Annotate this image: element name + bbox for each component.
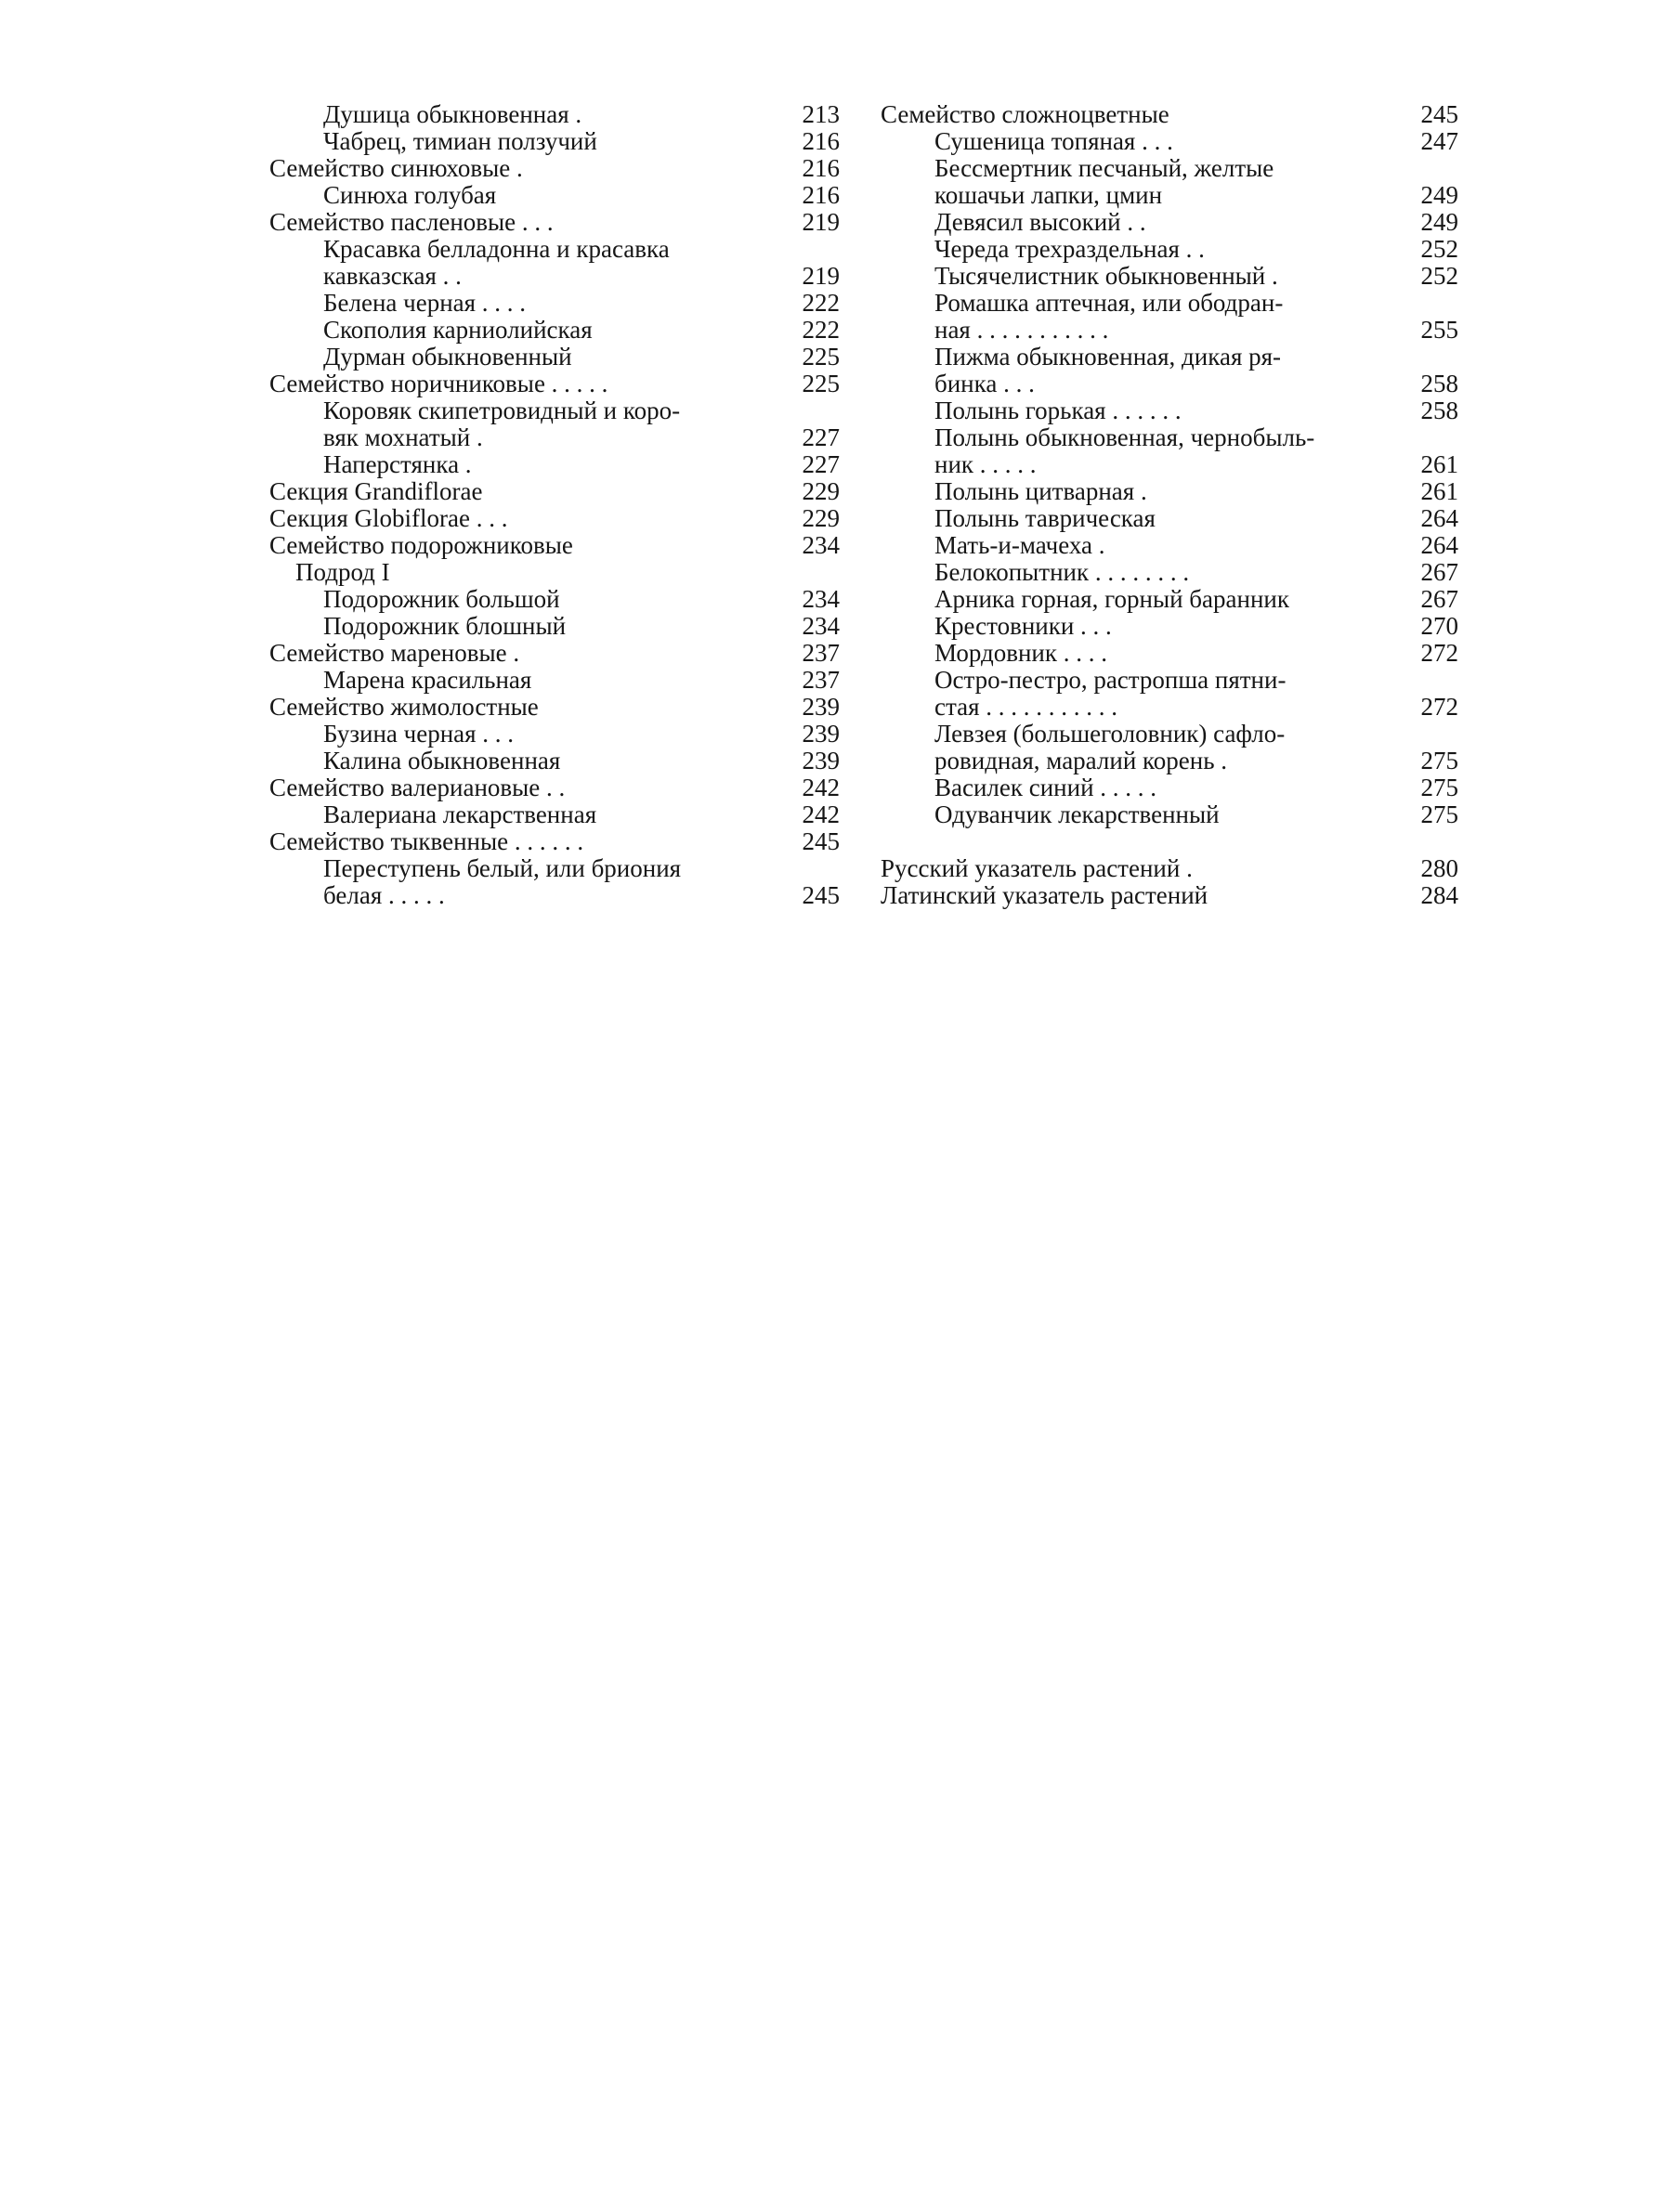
toc-entry-text: Семейство синюховые . [269,154,523,182]
toc-entry [881,559,1458,586]
toc-entry-text: Подорожник блошный [323,612,567,640]
toc-page-number: 242 [802,774,840,801]
toc-page-number: 216 [802,181,840,209]
toc-entry-text: Череда трехраздельная . . [934,235,1205,263]
toc-page-number: 267 [1420,558,1458,586]
toc-page-number: 284 [1420,881,1458,909]
toc-entry [881,236,1458,263]
toc-entry [881,263,1458,290]
toc-entry-text: Семейство подорожниковые [269,531,573,559]
toc-entry-text: Ромашка аптечная, или ободран- [934,289,1284,317]
toc-left-column [269,101,840,909]
toc-page-number: 245 [802,881,840,909]
toc-entry-text: ник . . . . . [934,450,1037,478]
toc-page-number: 234 [802,585,840,613]
toc-entry-text: Белокопытник . . . . . . . . [934,558,1190,586]
toc-page-number: 249 [1420,181,1458,209]
toc-entry-text: стая . . . . . . . . . . . [934,693,1118,721]
toc-entry-text: Семейство тыквенные . . . . . . [269,827,584,855]
toc-entry-text: Семейство жимолостные [269,693,539,721]
toc-entry-text: Русский указатель растений . [881,854,1193,882]
toc-entry [881,505,1458,532]
toc-entry [269,748,840,774]
toc-page-number: 264 [1420,531,1458,559]
toc-entry-text: Мать-и-мачеха . [934,531,1105,559]
toc-page-number: 247 [1420,127,1458,155]
toc-page-number: 249 [1420,208,1458,236]
toc-entry [269,290,840,317]
toc-entry-text: белая . . . . . [323,881,445,909]
toc-page-number: 280 [1420,854,1458,882]
toc-entry-text: Наперстянка . [323,450,472,478]
toc-section-entry [269,532,840,559]
toc-page-number: 222 [802,289,840,317]
toc-entry [269,344,840,371]
toc-entry-text: Латинский указатель растений [881,881,1208,909]
toc-entry-text: Душица обыкновенная . [323,100,582,128]
toc-entry-text: Синюха голубая [323,181,497,209]
toc-entry-text: Семейство пасленовые . . . [269,208,554,236]
toc-entry [269,236,840,290]
toc-entry [881,344,1458,397]
toc-entry-text: Калина обыкновенная [323,747,561,774]
toc-entry-text: Полынь таврическая [934,504,1156,532]
toc-entry-text: Тысячелистник обыкновенный . [934,262,1278,290]
toc-page-number: 245 [802,827,840,855]
toc-page-number: 252 [1420,262,1458,290]
toc-page-number: 258 [1420,370,1458,397]
toc-entry-text: Бузина черная . . . [323,720,515,748]
toc-section-entry [269,505,840,532]
toc-page-number: 237 [802,666,840,694]
toc-entry-text: Сушеница топяная . . . [934,127,1173,155]
toc-entry [269,559,840,586]
toc-page-number: 270 [1420,612,1458,640]
toc-page-number: 225 [802,370,840,397]
toc-section-entry [269,478,840,505]
toc-page-number: 234 [802,612,840,640]
toc-entry [269,451,840,478]
toc-page-number: 219 [802,208,840,236]
toc-entry [269,101,840,128]
toc-page-number: 275 [1420,800,1458,828]
toc-page-number: 229 [802,504,840,532]
toc-entry [881,397,1458,424]
toc-entry-text: Красавка белладонна и красавка [323,235,670,263]
toc-page-number: 239 [802,720,840,748]
toc-entry-text: Полынь обыкновенная, чернобыль- [934,423,1315,451]
toc-section-entry [269,774,840,801]
toc-page-number: 229 [802,477,840,505]
toc-entry [881,586,1458,613]
toc-page-number: 272 [1420,693,1458,721]
toc-entry-text: Остро-пестро, растропша пятни- [934,666,1287,694]
toc-entry-text: кавказская . . [323,262,462,290]
toc-entry-text: Переступень белый, или бриония [323,854,682,882]
toc-page-number: 219 [802,262,840,290]
toc-entry [881,721,1458,774]
toc-entry-text: бинка . . . [934,370,1035,397]
toc-entry-text: Подорожник большой [323,585,560,613]
toc-entry-text: Семейство норичниковые . . . . . [269,370,608,397]
toc-entry [881,209,1458,236]
toc-entry [269,613,840,640]
toc-entry [881,478,1458,505]
toc-entry [269,721,840,748]
toc-page-number: 245 [1420,100,1458,128]
toc-page-number: 272 [1420,639,1458,667]
toc-entry [881,640,1458,667]
toc-entry [269,128,840,155]
toc-section-entry [269,371,840,397]
toc-entry-text: Белена черная . . . . [323,289,527,317]
toc-entry [269,182,840,209]
toc-entry-text: Бессмертник песчаный, желтые [934,154,1274,182]
toc-page-number: 222 [802,316,840,344]
toc-page-number: 275 [1420,774,1458,801]
toc-entry-text: ровидная, маралий корень . [934,747,1228,774]
toc-entry [881,290,1458,344]
toc-page-number: 216 [802,127,840,155]
toc-page-number: 216 [802,154,840,182]
toc-entry [881,774,1458,801]
toc-entry-text: Крестовники . . . [934,612,1112,640]
toc-entry [269,586,840,613]
toc-gap [881,828,1458,855]
toc-section-entry [269,209,840,236]
toc-entry-text: Скополия карниолийская [323,316,593,344]
toc-entry-text: Чабрец, тимиан ползучий [323,127,597,155]
toc-page-number: 239 [802,693,840,721]
toc-entry-text: Дурман обыкновенный [323,343,572,371]
toc-section-entry [881,855,1458,882]
toc-section-entry [269,640,840,667]
toc-page-number: 255 [1420,316,1458,344]
toc-entry [881,532,1458,559]
toc-entry-text: Коровяк скипетровидный и коро- [323,397,681,424]
toc-entry [881,613,1458,640]
toc-entry-text: Семейство валериановые . . [269,774,566,801]
toc-section-entry [881,101,1458,128]
toc-section-entry [881,882,1458,909]
toc-page-number: 227 [802,450,840,478]
toc-entry-text: Подрод I [295,558,390,586]
toc-entry [269,397,840,451]
toc-page-number: 275 [1420,747,1458,774]
toc-section-entry [269,694,840,721]
toc-entry-text: Марена красильная [323,666,532,694]
toc-page-number: 267 [1420,585,1458,613]
toc-page-number: 227 [802,423,840,451]
toc-page-number: 261 [1420,477,1458,505]
toc-page-number: 252 [1420,235,1458,263]
toc-page-number: 264 [1420,504,1458,532]
toc-page-number: 261 [1420,450,1458,478]
toc-entry-text: ная . . . . . . . . . . . [934,316,1109,344]
toc-page-number: 242 [802,800,840,828]
toc-entry-text: Секция Globiflorae . . . [269,504,508,532]
toc-entry [269,667,840,694]
toc-right-column [881,101,1458,909]
toc-entry-text: Семейство сложноцветные [881,100,1169,128]
toc-entry-text: Одуванчик лекарственный [934,800,1220,828]
toc-entry-text: Валериана лекарственная [323,800,597,828]
toc-entry-text: Секция Grandiflorae [269,477,483,505]
toc-page-number: 237 [802,639,840,667]
toc-entry-text: Пижма обыкновенная, дикая ря- [934,343,1282,371]
toc-entry [269,317,840,344]
toc-page-number: 225 [802,343,840,371]
toc-entry-text: Семейство мареновые . [269,639,520,667]
toc-section-entry [269,155,840,182]
toc-entry-text: Левзея (большеголовник) сафло- [934,720,1286,748]
toc-entry-text: Полынь цитварная . [934,477,1147,505]
toc-entry-text: Арника горная, горный баранник [934,585,1289,613]
toc-entry [881,155,1458,209]
toc-page-number: 239 [802,747,840,774]
toc-entry [881,424,1458,478]
toc-entry [881,801,1458,828]
toc-entry [269,855,840,909]
toc-entry [881,128,1458,155]
toc-entry [881,667,1458,721]
toc-entry-text: Девясил высокий . . [934,208,1146,236]
toc-entry-text: Полынь горькая . . . . . . [934,397,1182,424]
toc-entry-text: Мордовник . . . . [934,639,1107,667]
toc-page-number: 213 [802,100,840,128]
toc-page-number: 234 [802,531,840,559]
toc-page-number: 258 [1420,397,1458,424]
toc-entry [269,801,840,828]
toc-entry-text: вяк мохнатый . [323,423,483,451]
toc-section-entry [269,828,840,855]
toc-entry-text: Василек синий . . . . . [934,774,1157,801]
toc-entry-text: кошачьи лапки, цмин [934,181,1163,209]
